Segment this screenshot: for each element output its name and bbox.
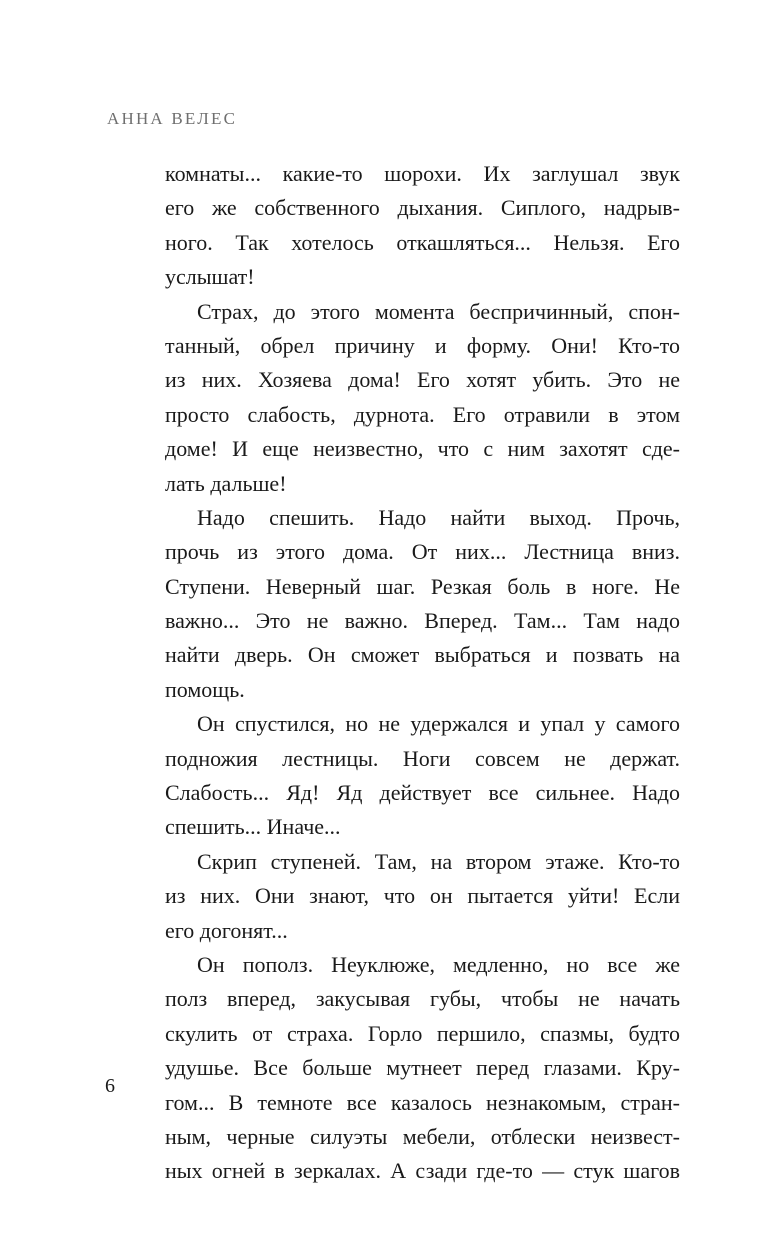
text-line: Скрип ступеней. Там, на втором этаже. Кто-то	[197, 848, 680, 874]
text-line: Слабость... Яд! Яд действует все сильнее. Надо	[165, 780, 680, 806]
page-number: 6	[105, 1075, 115, 1097]
text-line: найти дверь. Он сможет выбраться и позвать на	[165, 642, 680, 668]
text-line: ного. Так хотелось откашляться... Нельзя. Его	[165, 229, 680, 255]
text-line: доме! И еще неизвестно, что с ним захотят сде-	[165, 436, 680, 462]
text-line: удушье. Все больше мутнеет перед глазами. Кру-	[165, 1055, 680, 1081]
text-line: полз вперед, закусывая губы, чтобы не начать	[165, 986, 680, 1012]
text-line: ным, черные силуэты мебели, отблески неизвест-	[165, 1123, 680, 1149]
text-line: Он спустился, но не удержался и упал у самого	[197, 711, 680, 737]
running-head-author: АННА ВЕЛЕС	[107, 109, 238, 128]
text-line: из них. Хозяева дома! Его хотят убить. Это не	[165, 367, 680, 393]
text-line: его же собственного дыхания. Сиплого, надрыв-	[165, 195, 680, 221]
text-line: его догонят...	[165, 917, 288, 943]
text-line: просто слабость, дурнота. Его отравили в этом	[165, 401, 680, 427]
text-line: гом... В темноте все казалось незнакомым, стран-	[165, 1089, 680, 1115]
text-line: Надо спешить. Надо найти выход. Прочь,	[197, 504, 680, 530]
text-line: Ступени. Неверный шаг. Резкая боль в ноге. Не	[165, 573, 680, 599]
text-line: услышат!	[165, 264, 255, 290]
text-line: подножия лестницы. Ноги совсем не держат.	[165, 745, 680, 771]
text-line: скулить от страха. Горло першило, спазмы, будто	[165, 1020, 680, 1046]
text-line: прочь из этого дома. От них... Лестница вниз.	[165, 539, 680, 565]
text-line: помощь.	[165, 676, 245, 702]
text-line: лать дальше!	[165, 470, 287, 496]
text-line: ных огней в зеркалах. А сзади где-то — стук шагов	[165, 1158, 680, 1184]
text-line: спешить... Иначе...	[165, 814, 341, 840]
text-line: комнаты... какие-то шорохи. Их заглушал звук	[165, 161, 680, 186]
text-line: танный, обрел причину и форму. Они! Кто-то	[165, 332, 680, 358]
text-line: Страх, до этого момента беспричинный, спон-	[197, 298, 680, 324]
body-text	[165, 157, 680, 1189]
text-line: важно... Это не важно. Вперед. Там... Там надо	[165, 608, 680, 634]
text-line: из них. Они знают, что он пытается уйти! Если	[165, 883, 680, 909]
text-line: Он пополз. Неуклюже, медленно, но все же	[197, 951, 680, 977]
